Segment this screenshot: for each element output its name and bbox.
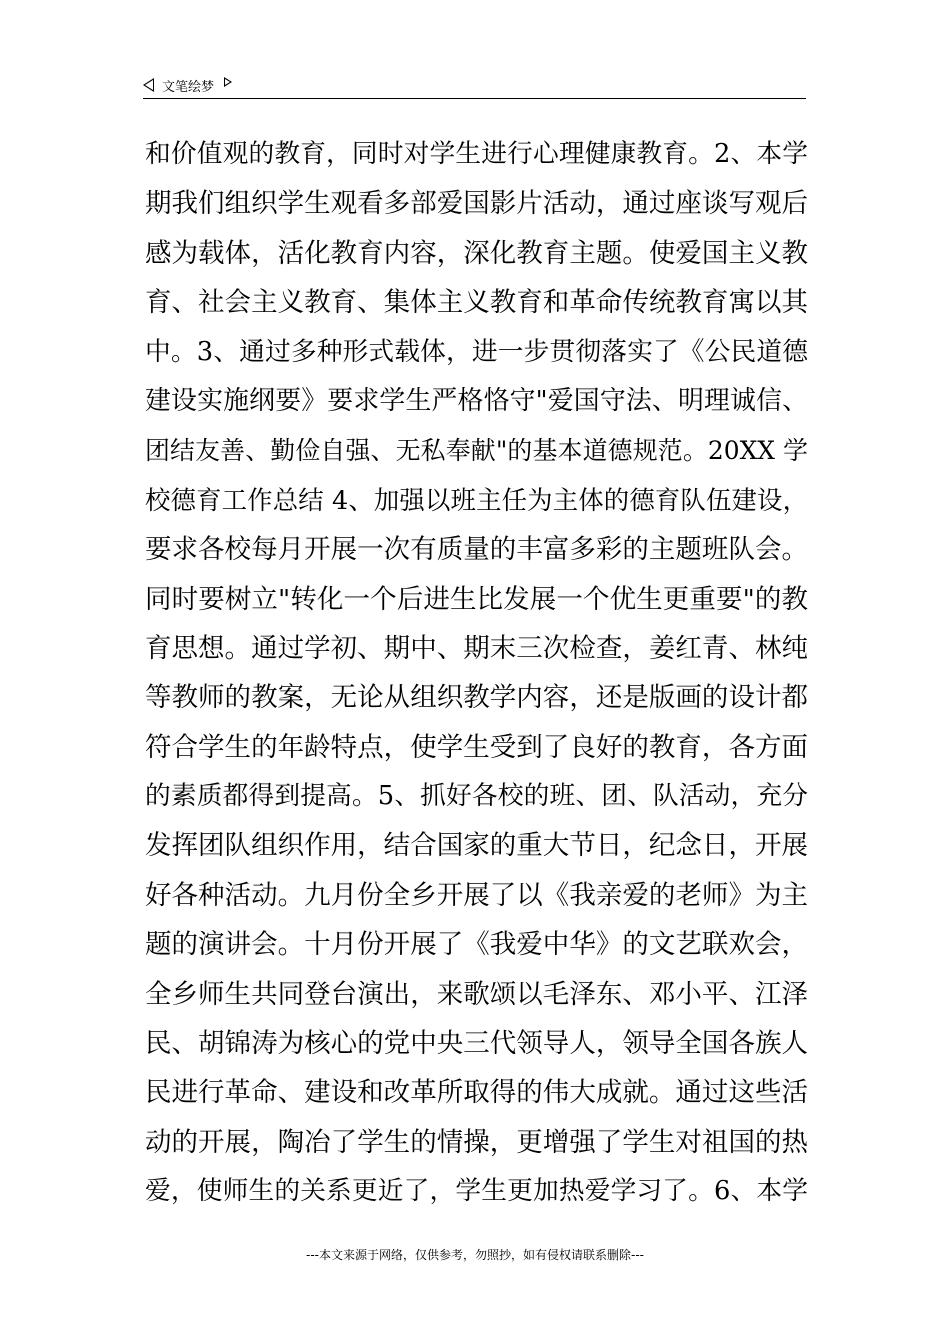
document-body xyxy=(145,130,808,1217)
body-line: 团结友善、勤俭自强、无私奉献"的基本道德规范。20XX 学 xyxy=(145,436,808,466)
body-line: 动的开展，陶冶了学生的情操，更增强了学生对祖国的热 xyxy=(145,1126,808,1158)
page-header xyxy=(143,72,806,98)
body-line: 和价值观的教育，同时对学生进行心理健康教育。2、本学 xyxy=(145,139,808,169)
body-line: 要求各校每月开展一次有质量的丰富多彩的主题班队会。 xyxy=(145,534,808,566)
body-line: 民、胡锦涛为核心的党中央三代领导人，领导全国各族人 xyxy=(145,1028,808,1060)
right-triangle-icon xyxy=(224,77,232,87)
body-line: 育、社会主义教育、集体主义教育和革命传统教育寓以其 xyxy=(145,287,808,319)
body-line: 全乡师生共同登台演出，来歌颂以毛泽东、邓小平、江泽 xyxy=(145,978,808,1010)
body-line: 等教师的教案，无论从组织教学内容，还是版画的设计都 xyxy=(145,682,808,714)
body-line: 的素质都得到提高。5、抓好各校的班、团、队活动，充分 xyxy=(145,781,808,812)
header-title: 文笔绘梦 xyxy=(162,79,215,95)
body-line: 题的演讲会。十月份开展了《我爱中华》的文艺联欢会， xyxy=(145,929,808,961)
body-line: 中。3、通过多种形式载体，进一步贯彻落实了《公民道德 xyxy=(145,336,808,367)
header-divider xyxy=(143,98,806,99)
body-line: 感为载体，活化教育内容，深化教育主题。使爱国主义教 xyxy=(145,237,808,269)
left-triangle-icon xyxy=(143,78,154,92)
body-line: 好各种活动。九月份全乡开展了以《我亲爱的老师》为主 xyxy=(145,879,808,911)
body-line: 发挥团队组织作用，结合国家的重大节日，纪念日，开展 xyxy=(145,830,808,862)
body-line: 爱，使师生的关系更近了，学生更加热爱学习了。6、本学 xyxy=(145,1176,808,1207)
body-line: 建设实施纲要》要求学生严格恪守"爱国守法、明理诚信、 xyxy=(145,385,808,416)
body-line: 育思想。通过学初、期中、期末三次检查，姜红青、林纯 xyxy=(145,632,808,664)
footer-disclaimer: ---本文来源于网络，仅供参考，勿照抄，如有侵权请联系删除--- xyxy=(306,1248,644,1262)
body-line: 符合学生的年龄特点，使学生受到了良好的教育，各方面 xyxy=(145,731,808,763)
body-line: 校德育工作总结 4、加强以班主任为主体的德育队伍建设， xyxy=(145,484,808,515)
body-line: 同时要树立"转化一个后进生比发展一个优生更重要"的教 xyxy=(145,583,808,615)
body-line: 民进行革命、建设和改革所取得的伟大成就。通过这些活 xyxy=(145,1077,808,1109)
body-line: 期我们组织学生观看多部爱国影片活动，通过座谈写观后 xyxy=(145,188,808,220)
